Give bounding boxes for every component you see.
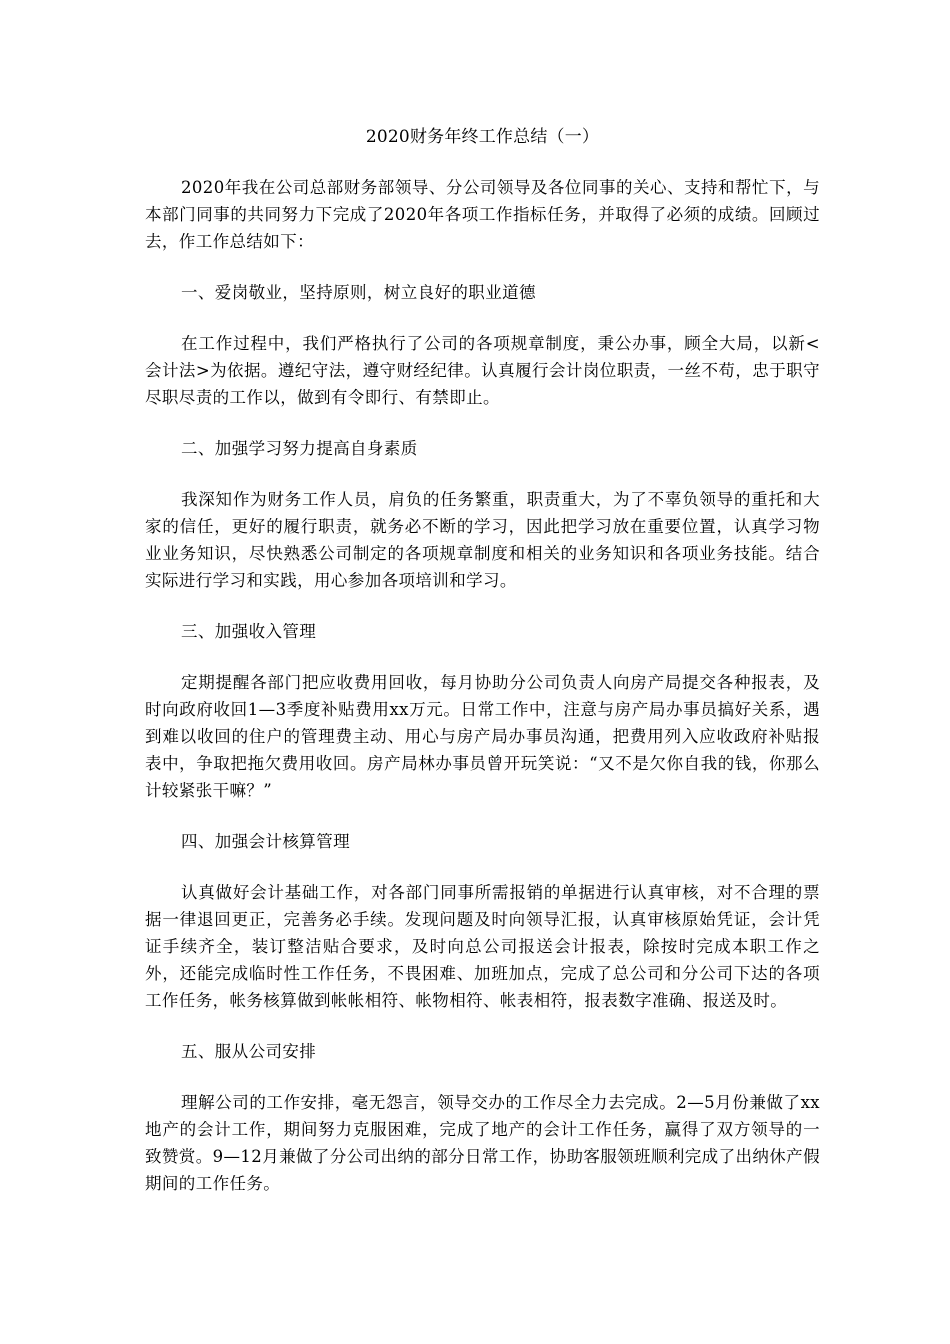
section-body-1: 在工作过程中，我们严格执行了公司的各项规章制度，秉公办事，顾全大局，以新<会计法>为依据。遵纪守法，遵守财经纪律。认真履行会计岗位职责，一丝不苟，忠于职守尽职尽责的工作以，做到有令即行、有禁即止。 bbox=[145, 334, 820, 407]
section-body-2: 我深知作为财务工作人员，肩负的任务繁重，职责重大，为了不辜负领导的重托和大家的信任，更好的履行职责，就务必不断的学习，因此把学习放在重要位置，认真学习物业业务知识，尽快熟悉公司制定的各项规章制度和相关的业务知识和各项业务技能。结合实际进行学习和实践，用心参加各项培训和学习。 bbox=[145, 490, 820, 590]
section-heading-3: 三、加强收入管理 bbox=[181, 622, 317, 641]
section-heading-2: 二、加强学习努力提高自身素质 bbox=[181, 439, 418, 458]
section-body-5: 理解公司的工作安排，毫无怨言，领导交办的工作尽全力去完成。2—5月份兼做了xx地产的会计工作，期间努力克服困难，完成了地产的会计工作任务，赢得了双方领导的一致赞赏。9—12月兼做了分公司出纳的部分日常工作，协助客服领班顺利完成了出纳休产假期间的工作任务。 bbox=[145, 1093, 820, 1193]
section-heading-1: 一、爱岗敬业，坚持原则，树立良好的职业道德 bbox=[181, 283, 536, 302]
document-body bbox=[145, 124, 820, 1221]
section-body-3: 定期提醒各部门把应收费用回收，每月协助分公司负责人向房产局提交各种报表，及时向政府收回1—3季度补贴费用xx万元。日常工作中，注意与房产局办事员搞好关系，遇到难以收回的住户的管理费主动、用心与房产局办事员沟通，把费用列入应收政府补贴报表中，争取把拖欠费用收回。房产局林办事员曾开玩笑说：“又不是欠你自我的钱，你那么计较紧张干嘛？” bbox=[145, 673, 820, 800]
section-body-4: 认真做好会计基础工作，对各部门同事所需报销的单据进行认真审核，对不合理的票据一律退回更正，完善务必手续。发现问题及时向领导汇报，认真审核原始凭证，会计凭证手续齐全，装订整洁贴合要求，及时向总公司报送会计报表，除按时完成本职工作之外，还能完成临时性工作任务，不畏困难、加班加点，完成了总公司和分公司下达的各项工作任务，帐务核算做到帐帐相符、帐物相符、帐表相符，报表数字准确、报送及时。 bbox=[145, 883, 820, 1010]
intro-paragraph: 2020年我在公司总部财务部领导、分公司领导及各位同事的关心、支持和帮忙下，与本部门同事的共同努力下完成了2020年各项工作指标任务，并取得了必须的成绩。回顾过去，作工作总结如下： bbox=[145, 178, 820, 251]
document-title: 2020财务年终工作总结（一） bbox=[365, 127, 600, 147]
section-heading-4: 四、加强会计核算管理 bbox=[181, 832, 350, 851]
section-heading-5: 五、服从公司安排 bbox=[181, 1042, 317, 1061]
